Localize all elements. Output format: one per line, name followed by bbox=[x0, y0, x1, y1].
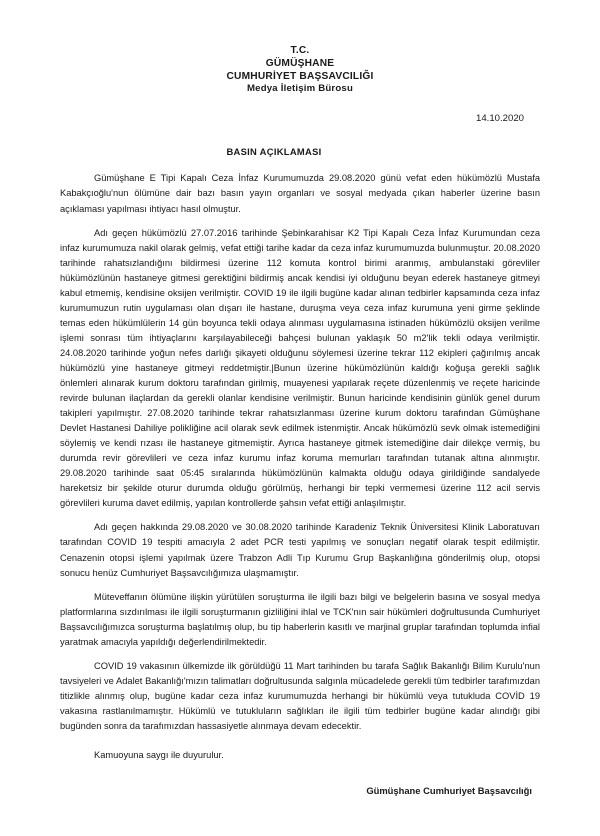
signature-block: Gümüşhane Cumhuriyet Başsavcılığı bbox=[366, 785, 532, 797]
document-body bbox=[60, 171, 540, 734]
paragraph: Adı geçen hakkında 29.08.2020 ve 30.08.2020 tarihinde Karadeniz Teknik Üniversitesi Klinik Laboratuvarı tarafından COVID 19 tespiti amacıyla 2 adet PCR testi yapılmış ve sonuçları negatif olarak tespit edilmiştir. Cenazenin otopsi işlemi yapılmak üzere Trabzon Adli Tıp Kurumu Grup Başkanlığına gönderilmiş olup, otopsi sonucu henüz Cumhuriyet Başsavcılığımıza ulaşmamıştır. bbox=[60, 522, 540, 578]
paragraph: Müteveffanın ölümüne ilişkin yürütülen soruşturma ile ilgili bazı bilgi ve belgelerin basına ve sosyal medya platformlarına sızdırılması ile ilgili soruşturmanın gizliliğini ihlal ve TCK'nın sair hükümleri doğrultusunda Cumhuriyet Başsavcılığımızca soruşturma başlatılmış olup, bu tip haberlerin kasıtlı ve marjinal gruplar tarafından toplumda infial yaratmak amacıyla yapıldığı değerlendirilmektedir. bbox=[60, 591, 540, 647]
letterhead-line-province: GÜMÜŞHANE bbox=[265, 58, 335, 70]
letterhead-line-office: CUMHURİYET BAŞSAVCILIĞI bbox=[226, 71, 374, 83]
document-date: 14.10.2020 bbox=[475, 113, 524, 125]
paragraph: Gümüşhane E Tipi Kapalı Ceza İnfaz Kurumumuzda 29.08.2020 günü vefat eden hükümözlü Mustafa Kabakçıoğlu'nun ölümüne dair bazı basın yayın organları ve sosyal medyada çıkan haberler üzerine basın açıklaması yapılması ihtiyacı hasıl olmuştur. bbox=[60, 173, 540, 214]
paragraph: Adı geçen hükümözlü 27.07.2016 tarihinde Şebinkarahisar K2 Tipi Kapalı Ceza İnfaz Kurumundan ceza infaz kurumumuza nakil olarak gelmiş, vefat ettiği tarihe kadar da ceza infaz kurumumuzda bulunmuştur. 20.08.2020 tarihinde rahatsızlandığını bildirmesi üzerine 112 komuta kontrol birimi aranmış, ambulanstaki görevliler hükümözlünün hastaneye gitmesi gerektiğini bildirmiş ancak kendisi iyi olduğunu beyan ederek hastaneye gitmeyi kabul etmemiş, kendisine oksijen verilmiştir. COVID 19 ile ilgili bugüne kadar alınan tedbirler kapsamında ceza infaz kurumumuzun rutin uygulaması olan dışarı ile hastane, duruşma veya ceza infaz kurumuna yeni girme şeklinde temas eden hükümlülerin 14 gün boyunca tekli odaya alınması uygulamasına istinaden hükümözlü oksijen verilme işlemi sonrası tüm ihtiyaçlarını karşılayabileceği bahçesi bulunan yaklaşık 50 m2'lik tekli odaya verilmiştir. 24.08.2020 tarihinde yoğun nefes darlığı şikayeti olduğunu söylemesi üzerine tekrar 112 ekipleri çağırılmış ancak hükümözlü yine hastaneye gitmeyi reddetmiştir.|Bunun üzerine hükümözlünün kaldığı koğuşa gerekli sağlık önlemleri alınarak kurum doktoru tarafından girilmiş, muayenesi yapılarak reçete düzenlenmiş ve reçete haricinde revirde bulunan ilaçlardan da gerekli olanlar kendisine verilmiştir. Bunun haricinde kendisinin günlük genel durum takipleri yapılmıştır. 27.08.2020 tarihinde tekrar rahatsızlanması üzerine kurum doktoru tarafından Gümüşhane Devlet Hastanesi Dahiliye polikliğine acil olarak sevk edilmek istenmiştir. Ancak hükümözlü sevk olmak istemediğini söylemiş ve kendi rızası ile hastaneye gitmemiştir. Ayrıca hastaneye gitmek istemediğine dair dilekçe vermiş, bu durumda revir görevlileri ve ceza infaz kurumu infaz koruma memurları tarafından tutanak altına alınmıştır. 29.08.2020 tarihinde saat 05:45 sıralarında hükümözlünün kalmakta olduğu odaya girildiğinde sandalyede hareketsiz bir şekilde oturur durumda olduğu görülmüş, herhangi bir tepki vermemesi üzerine 112 acil servis görevlileri kuruma davet edilmiş, yapılan kontrollerde şahsın vefat ettiği anlaşılmıştır. bbox=[60, 227, 540, 509]
paragraph: COVID 19 vakasının ülkemizde ilk görüldüğü 11 Mart tarihinden bu tarafa Sağlık Bakanlığı Bilim Kurulu'nun tavsiyeleri ve Adalet Bakanlığı'mızın talimatları doğrultusunda salgınla mücadelede gerekli tüm tedbirler tarafımızdan titizlikle alınmış olup, bugüne kadar ceza infaz kurumumuzda herhangi bir hükümlü veya tutukluda COVİD 19 vakasına rastlanılmamıştır. Hükümlü ve tutukluların sağlıkları ile ilgili tüm tedbirler bugüne kadar alındığı gibi bugünden sonra da tarafımızdan hassasiyetle alınmaya devam edecektir. bbox=[60, 660, 540, 731]
closing-line: Kamuoyuna saygı ile duyurulur. bbox=[94, 750, 224, 761]
letterhead bbox=[60, 44, 540, 95]
letterhead-line-bureau: Medya İletişim Bürosu bbox=[246, 83, 354, 95]
page-title: BASIN AÇIKLAMASI bbox=[226, 146, 322, 158]
letterhead-line-tc: T.C. bbox=[290, 45, 310, 56]
